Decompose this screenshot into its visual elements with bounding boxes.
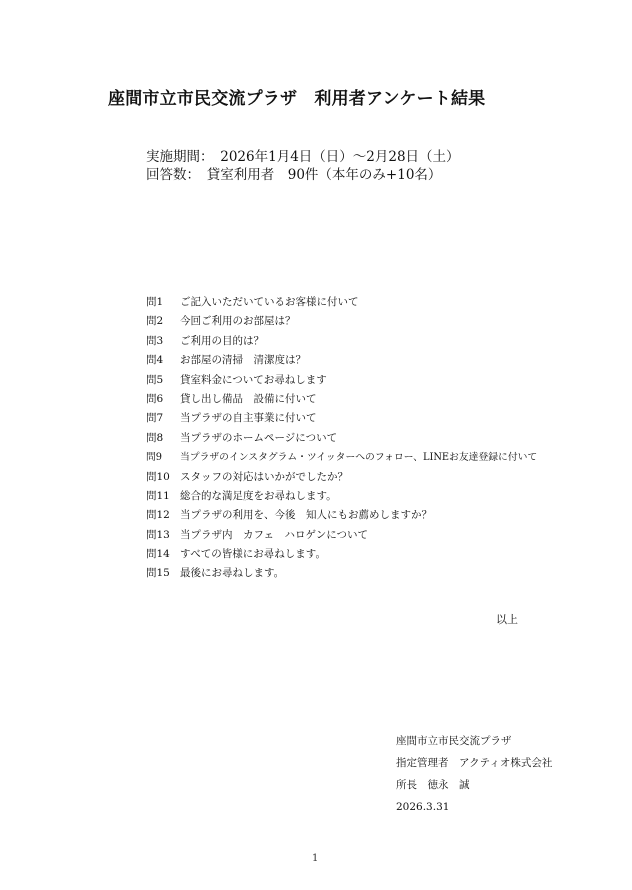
signature-block [396,730,552,818]
question-text: すべての皆様にお尋ねします。 [180,548,326,561]
question-item [146,469,537,488]
question-number: 問8 [146,431,164,444]
question-item [146,313,537,332]
question-number: 問2 [146,315,164,328]
question-list [146,294,537,585]
page-number: 1 [312,853,319,864]
question-item [146,546,537,565]
signature-director: 所長 徳永 誠 [396,779,470,791]
question-text: 当プラザの利用を、今後 知人にもお薦めしますか？ [180,509,432,522]
document-title: 座間市立市民交流プラザ 利用者アンケート結果 [108,89,486,109]
response-count: 回答数： 貸室利用者 90件（本年のみ+10名） [146,167,442,183]
question-item [146,507,537,526]
question-text: 今回ご利用のお部屋は？ [180,315,296,328]
question-text: スタッフの対応はいかがでしたか？ [180,470,348,483]
signature-manager: 指定管理者 アクティオ株式会社 [396,757,553,769]
question-text: ご利用の目的は？ [180,334,264,347]
question-item [146,410,537,429]
question-number: 問15 [146,567,170,580]
question-number: 問6 [146,392,164,405]
closing-mark: 以上 [496,613,518,626]
question-text: お部屋の清掃 清潔度は？ [180,354,306,367]
question-number: 問9 [146,452,163,464]
survey-meta [146,148,460,184]
question-item [146,391,537,410]
question-number: 問11 [146,489,170,502]
signature-org: 座間市立市民交流プラザ [396,735,512,747]
question-number: 問10 [146,470,170,483]
question-number: 問5 [146,373,164,386]
question-number: 問4 [146,354,164,367]
question-item [146,449,537,468]
question-item [146,527,537,546]
question-item [146,488,537,507]
signature-date: 2026.3.31 [396,801,450,813]
question-text: 当プラザの自主事業に付いて [180,412,317,425]
question-number: 問14 [146,548,170,561]
question-item [146,372,537,391]
question-number: 問12 [146,509,170,522]
question-item [146,430,537,449]
question-number: 問13 [146,528,170,541]
question-item [146,294,537,313]
question-number: 問7 [146,412,164,425]
question-item [146,352,537,371]
question-item [146,333,537,352]
question-text: 最後にお尋ねします。 [180,567,285,580]
survey-period: 実施期間： 2026年1月4日（日）～2月28日（土） [146,149,460,165]
question-text: 貸し出し備品 設備に付いて [180,392,317,405]
question-number: 問3 [146,334,164,347]
question-text: 当プラザ内 カフェ ハロゲンについて [180,528,369,541]
question-text: ご記入いただいているお客様に付いて [180,296,359,308]
question-text: 当プラザのインスタグラム・ツイッターへのフォロー、LINEお友達登録に付いて [180,452,538,464]
question-item [146,565,537,584]
question-number: 問1 [146,296,164,308]
question-text: 総合的な満足度をお尋ねします。 [180,489,337,502]
question-text: 貸室料金についてお尋ねします [180,373,327,386]
question-text: 当プラザのホームページについて [180,431,338,444]
